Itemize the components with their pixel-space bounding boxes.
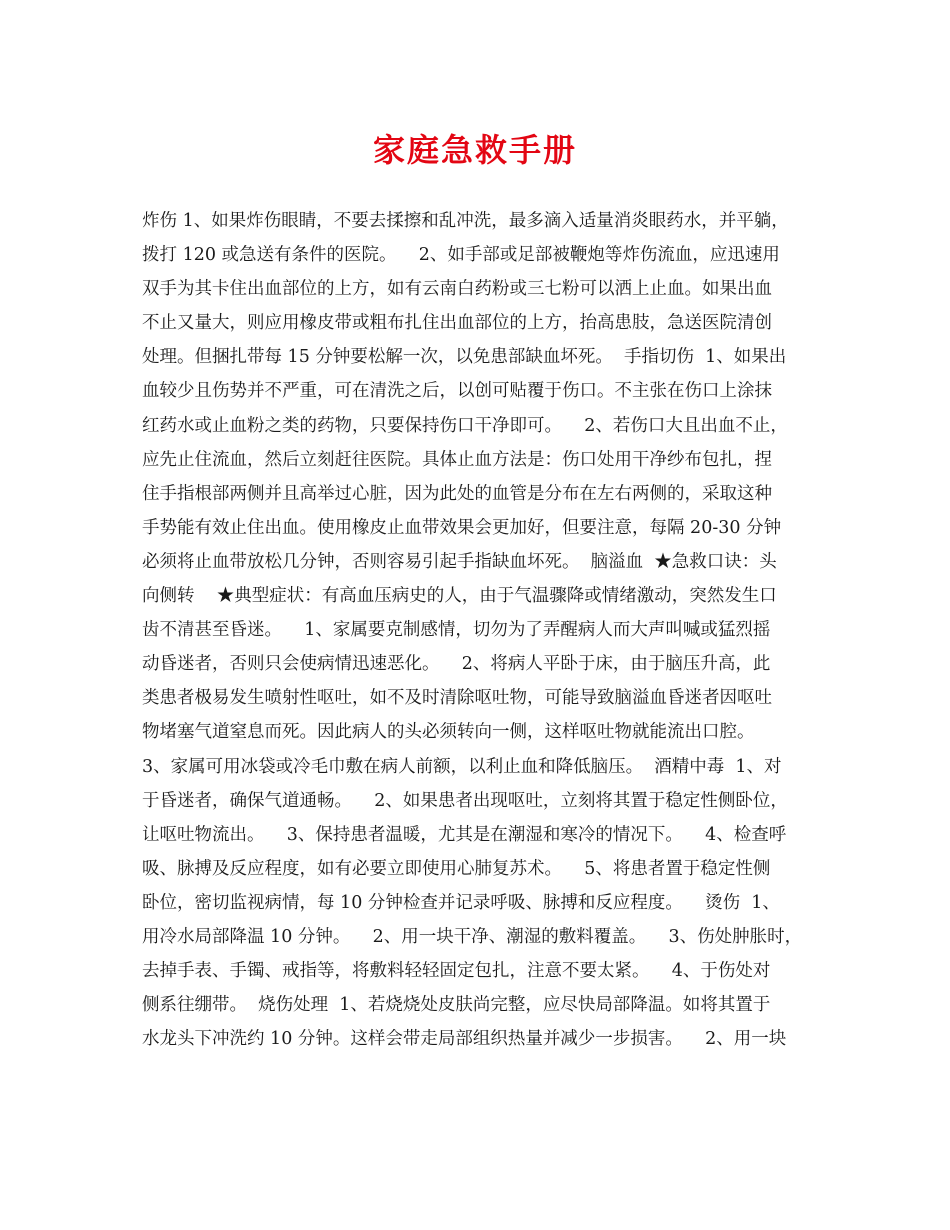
body-line: 住手指根部两侧并且高举过心脏，因为此处的血管是分布在左右两侧的，采取这种 (142, 483, 772, 504)
body-line: 3、家属可用冰袋或冷毛巾敷在病人前额，以利止血和降低脑压。 酒精中毒 1、对 (142, 756, 782, 777)
body-text (142, 204, 818, 1056)
page-title: 家庭急救手册 (372, 131, 577, 169)
body-line: 类患者极易发生喷射性呕吐，如不及时清除呕吐物，可能导致脑溢血昏迷者因呕吐 (142, 688, 772, 709)
body-line: 动昏迷者，否则只会使病情迅速恶化。 2、将病人平卧于床，由于脑压升高，此 (142, 654, 771, 675)
body-line: 让呕吐物流出。 3、保持患者温暖，尤其是在潮湿和寒冷的情况下。 4、检查呼 (142, 824, 787, 845)
body-line: 齿不清甚至昏迷。 1、家属要克制感情，切勿为了弄醒病人而大声叫喊或猛烈摇 (142, 620, 771, 641)
body-line: 血较少且伤势并不严重，可在清洗之后，以创可贴覆于伤口。不主张在伤口上涂抹 (142, 381, 772, 402)
body-line: 去掉手表、手镯、戒指等，将敷料轻轻固定包扎，注意不要太紧。 4、于伤处对 (142, 961, 771, 982)
body-line: 侧系往绷带。 烧伤处理 1、若烧烧处皮肤尚完整，应尽快局部降温。如将其置于 (142, 995, 771, 1016)
body-line: 处理。但捆扎带每 15 分钟要松解一次，以免患部缺血坏死。 手指切伤 1、如果出 (142, 347, 787, 368)
body-line: 双手为其卡住出血部位的上方，如有云南白药粉或三七粉可以洒上止血。如果出血 (142, 279, 772, 300)
body-line: 不止又量大，则应用橡皮带或粗布扎住出血部位的上方，抬高患肢，急送医院清创 (142, 313, 772, 334)
body-line: 卧位，密切监视病情，每 10 分钟检查并记录呼吸、脉搏和反应程度。 烫伤 1、 (142, 892, 780, 913)
body-line: 红药水或止血粉之类的药物，只要保持伤口干净即可。 2、若伤口大且出血不止， (142, 415, 788, 436)
body-line: 向侧转 ★典型症状：有高血压病史的人，由于气温骤降或情绪激动，突然发生口 (142, 586, 777, 607)
body-line: 拨打 120 或急送有条件的医院。 2、如手部或足部被鞭炮等炸伤流血，应迅速用 (142, 245, 780, 266)
body-line: 必须将止血带放松几分钟，否则容易引起手指缺血坏死。 脑溢血 ★急救口诀：头 (142, 551, 777, 572)
body-line: 物堵塞气道窒息而死。因此病人的头必须转向一侧，这样呕吐物就能流出口腔。 (142, 722, 755, 743)
body-line: 应先止住流血，然后立刻赶往医院。具体止血方法是：伤口处用干净纱布包扎，捏 (142, 449, 772, 470)
body-line: 炸伤 1、如果炸伤眼睛，不要去揉擦和乱冲洗，最多滴入适量消炎眼药水，并平躺， (142, 211, 789, 231)
body-line: 用冷水局部降温 10 分钟。 2、用一块干净、潮湿的敷料覆盖。 3、伤处肿胀时， (142, 926, 803, 947)
body-line: 水龙头下冲洗约 10 分钟。这样会带走局部组织热量并减少一步损害。 2、用一块 (142, 1029, 787, 1050)
body-line: 手势能有效止住出血。使用橡皮止血带效果会更加好，但要注意，每隔 20-30 分钟 (142, 517, 782, 538)
body-line: 吸、脉搏及反应程度，如有必要立即使用心肺复苏术。 5、将患者置于稳定性侧 (142, 858, 771, 879)
body-line: 于昏迷者，确保气道通畅。 2、如果患者出现呕吐，立刻将其置于稳定性侧卧位， (142, 790, 788, 811)
